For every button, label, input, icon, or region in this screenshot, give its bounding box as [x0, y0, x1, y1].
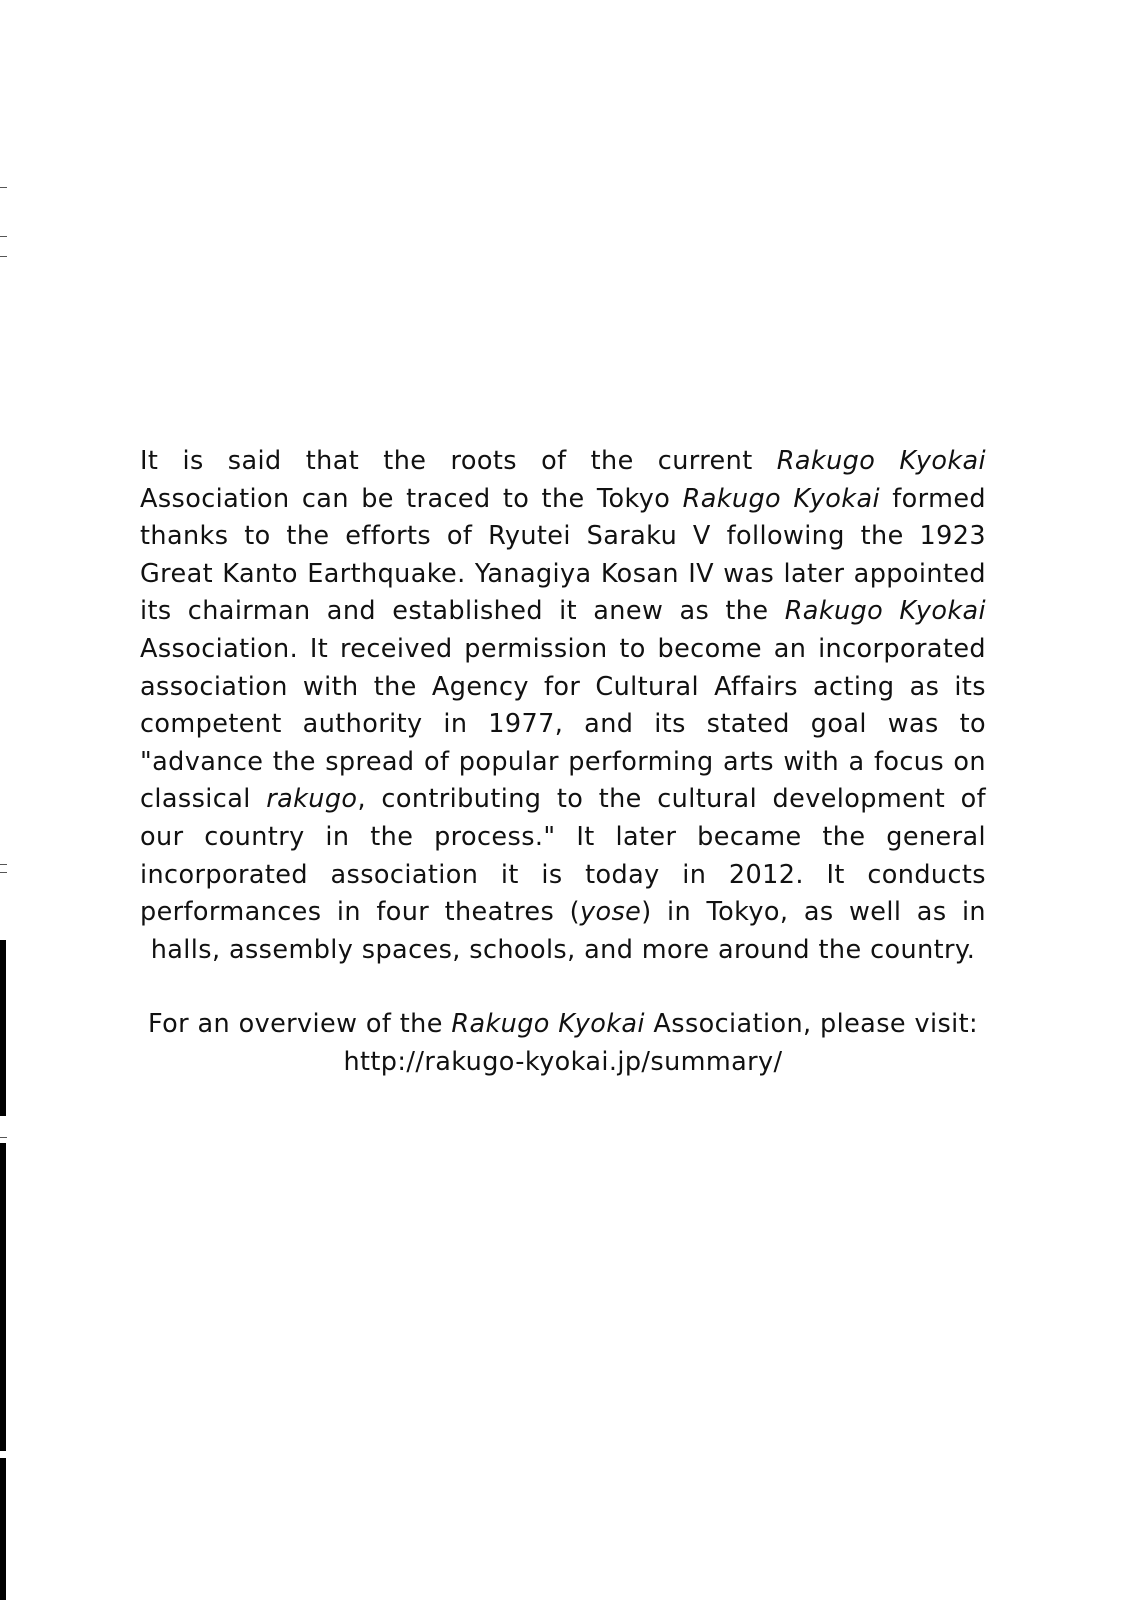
scan-mark: [0, 256, 7, 257]
scan-mark: [0, 864, 7, 865]
binding-shadow: [0, 1458, 6, 1600]
overview-paragraph: For an overview of the Rakugo Kyokai Association, please visit: http://rakugo-kyokai.jp/summary/: [147, 1009, 979, 1077]
binding-shadow: [0, 940, 6, 1116]
scan-mark: [0, 187, 7, 188]
binding-shadow: [0, 1143, 6, 1451]
summary-url: http://rakugo-kyokai.jp/summary/: [343, 1046, 783, 1077]
association-history-paragraph: It is said that the roots of the current Rakugo Kyokai Association can be traced to the Tokyo Rakugo Kyokai formed thanks to the efforts of Ryutei Saraku V following the 1923 Great Kanto Earthquake. Yanagiya Kosan IV was later appointed its chairman and established it anew as the Rakugo Kyokai Association. It received permission to become an incorporated association with the Agency for Cultural Affairs acting as its competent authority in 1977, and its stated goal was to "advance the spread of popular performing arts with a focus on classical rakugo, contributing to the cultural development of our country in the process." It later became the general incorporated association it is today in 2012. It conducts performances in four theatres (yose) in Tokyo, as well as in halls, assembly spaces, schools, and more around the country.: [140, 446, 986, 965]
scan-mark: [0, 872, 7, 873]
scan-mark: [0, 1137, 7, 1138]
scan-mark: [0, 236, 7, 237]
afterword-text: [140, 443, 986, 1082]
